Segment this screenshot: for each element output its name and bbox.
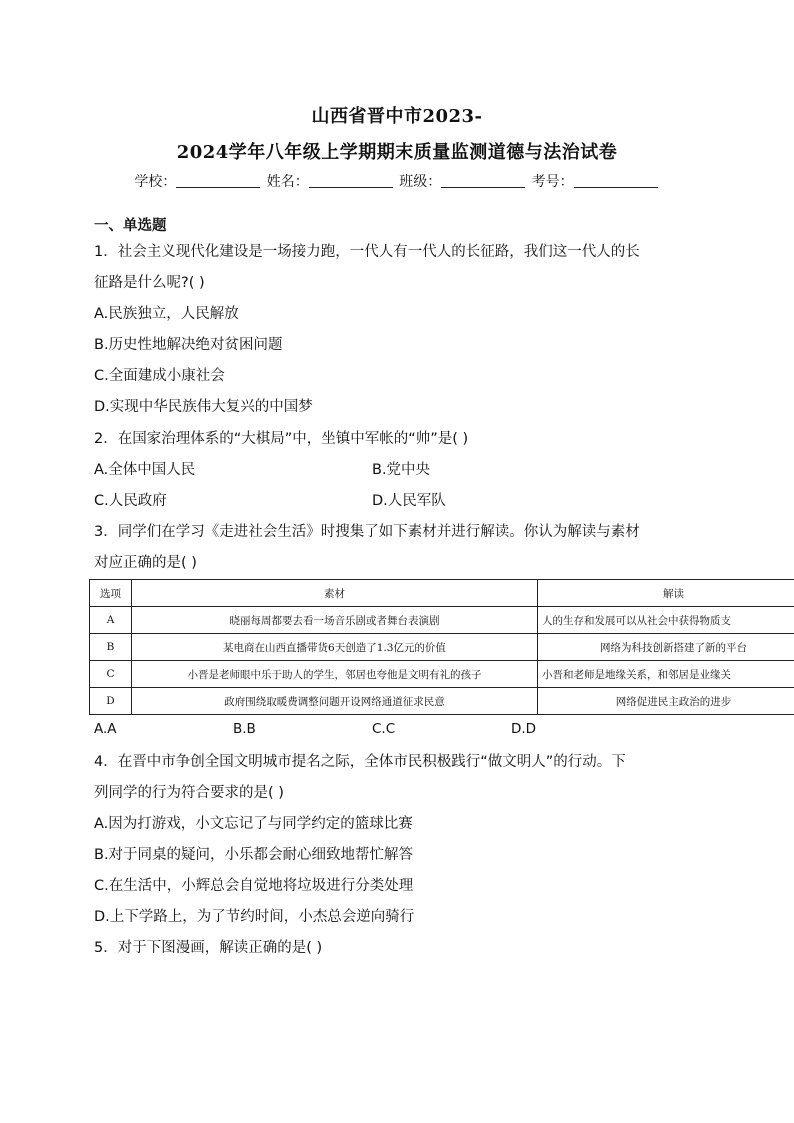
table-header-cell: 选项 <box>90 580 132 607</box>
q1-option-c: C.全面建成小康社会 <box>94 368 225 384</box>
q4-option-b: B.对于同桌的疑问，小乐都会耐心细致地帮忙解答 <box>94 847 414 863</box>
table-cell: 网络促进民主政治的进步 <box>538 688 794 715</box>
q1-option-d: D.实现中华民族伟大复兴的中国梦 <box>94 399 313 415</box>
school-label: 学校： <box>134 174 177 190</box>
table-cell: B <box>90 634 132 661</box>
q3-option-d: D.D <box>511 721 537 737</box>
exam-title-line2: 2024学年八年级上学期期末质量监测道德与法治试卷 <box>176 142 618 163</box>
q4-option-c: C.在生活中，小辉总会自觉地将垃圾进行分类处理 <box>94 878 414 894</box>
q2-option-a: A.全体中国人民 <box>94 462 196 478</box>
q1-option-b: B.历史性地解决绝对贫困问题 <box>94 337 283 353</box>
exam-title-line1: 山西省晋中市2023- <box>311 106 483 127</box>
table-cell: C <box>90 661 132 688</box>
table-row <box>90 607 794 634</box>
q2-stem: 2．在国家治理体系的“大棋局”中，坐镇中军帐的“帅”是( ) <box>94 431 469 447</box>
name-label: 姓名： <box>266 174 309 190</box>
q4-stem-line2: 列同学的行为符合要求的是( ) <box>94 785 284 801</box>
q4-stem-line1: 4．在晋中市争创全国文明城市提名之际，全体市民积极践行“做文明人”的行动。下 <box>94 754 626 770</box>
q1-stem-line2: 征路是什么呢?( ) <box>94 275 205 291</box>
q3-option-b: B.B <box>233 721 256 737</box>
table-row <box>90 688 794 715</box>
table-row <box>90 634 794 661</box>
table-header-cell: 解读 <box>538 580 794 607</box>
table-cell: 小晋和老师是地缘关系，和邻居是业缘关 <box>538 661 794 688</box>
number-label: 考号： <box>531 174 574 190</box>
q5-stem: 5．对于下图漫画，解读正确的是( ) <box>94 940 323 956</box>
table-cell: 人的生存和发展可以从社会中获得物质支 <box>538 607 794 634</box>
table-cell: 网络为科技创新搭建了新的平台 <box>538 634 794 661</box>
table-header-row <box>90 580 794 607</box>
q3-stem-line1: 3．同学们在学习《走进社会生活》时搜集了如下素材并进行解读。你认为解读与素材 <box>94 524 640 540</box>
q3-material-table <box>89 579 794 715</box>
table-cell: D <box>90 688 132 715</box>
table-row <box>90 661 794 688</box>
table-cell: 某电商在山西直播带货6天创造了1.3亿元的价值 <box>132 634 538 661</box>
q2-option-b: B.党中央 <box>372 462 431 478</box>
q3-option-a: A.A <box>94 721 117 737</box>
q3-stem-line2: 对应正确的是( ) <box>94 555 197 571</box>
name-blank <box>309 173 393 188</box>
q1-stem-line1: 1．社会主义现代化建设是一场接力跑，一代人有一代人的长征路，我们这一代人的长 <box>94 244 640 260</box>
student-info-row <box>0 171 794 191</box>
q4-option-a: A.因为打游戏，小文忘记了与同学约定的篮球比赛 <box>94 816 413 832</box>
table-cell: 小晋是老师眼中乐于助人的学生，邻居也夸他是文明有礼的孩子 <box>132 661 538 688</box>
class-label: 班级： <box>399 174 442 190</box>
school-blank <box>176 173 260 188</box>
q2-option-d: D.人民军队 <box>372 493 446 509</box>
table-cell: 政府围绕取暖费调整问题开设网络通道征求民意 <box>132 688 538 715</box>
q3-option-c: C.C <box>372 721 396 737</box>
section-heading: 一、单选题 <box>94 218 167 234</box>
table-cell: 晓丽每周都要去看一场音乐剧或者舞台表演剧 <box>132 607 538 634</box>
number-blank <box>574 173 658 188</box>
class-blank <box>441 173 525 188</box>
q4-option-d: D.上下学路上，为了节约时间，小杰总会逆向骑行 <box>94 909 415 925</box>
table-cell: A <box>90 607 132 634</box>
table-header-cell: 素材 <box>132 580 538 607</box>
q1-option-a: A.民族独立，人民解放 <box>94 306 239 322</box>
q2-option-c: C.人民政府 <box>94 493 167 509</box>
